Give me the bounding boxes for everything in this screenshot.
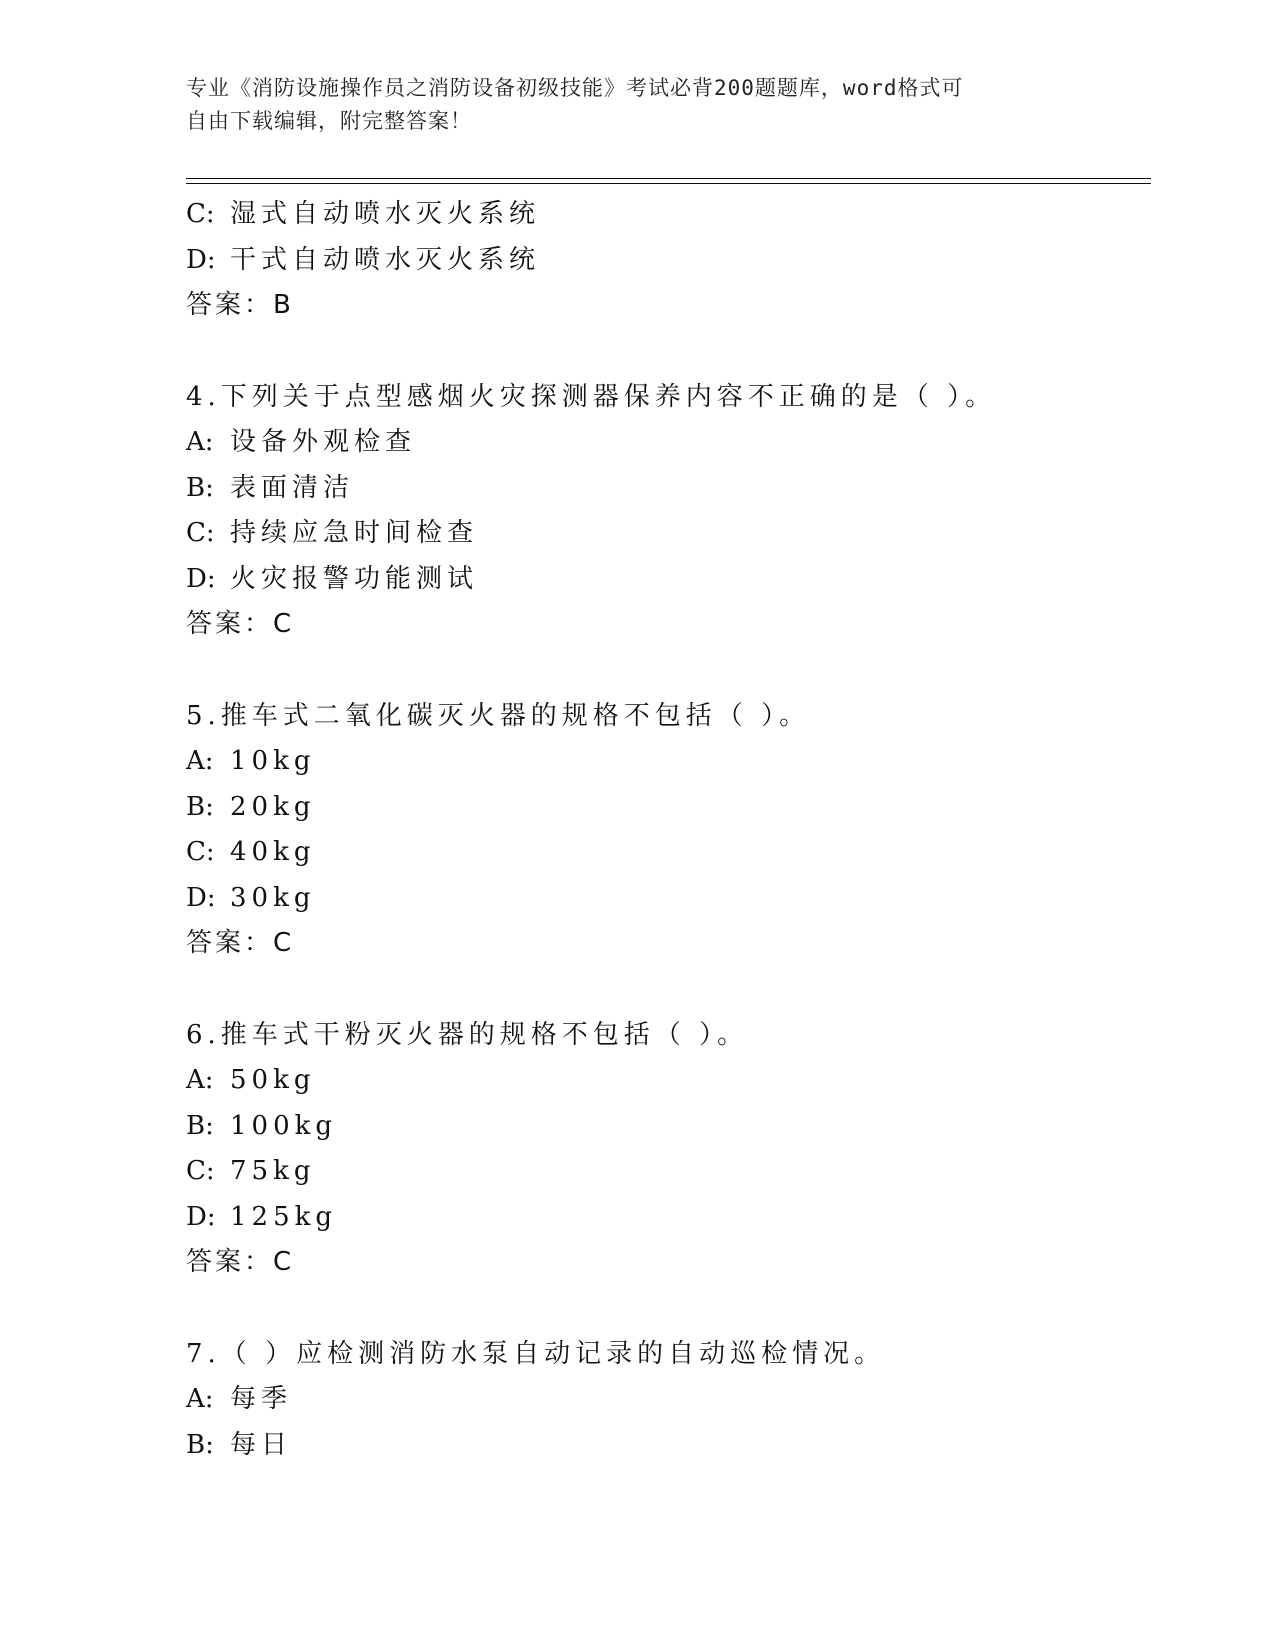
option-text: 50kg xyxy=(230,1065,316,1095)
option-text: 40kg xyxy=(230,837,316,867)
document-header xyxy=(186,72,1066,138)
option-letter: B: xyxy=(186,1429,214,1460)
option-letter: B: xyxy=(186,791,214,822)
option-text: 每日 xyxy=(230,1429,293,1460)
answer-line: 答案：C xyxy=(186,609,295,639)
block-spacer xyxy=(186,1286,1146,1332)
option-text: 125kg xyxy=(230,1201,338,1232)
option-text: 火灾报警功能测试 xyxy=(230,563,479,594)
option-row xyxy=(186,1149,1146,1195)
option-row xyxy=(186,557,1146,603)
question-block xyxy=(186,192,1146,329)
question-list xyxy=(186,192,1146,1468)
option-text: 持续应急时间检查 xyxy=(230,518,479,548)
option-letter: A: xyxy=(186,1384,214,1414)
option-letter: A: xyxy=(186,746,214,776)
option-letter: B: xyxy=(186,472,214,503)
option-row xyxy=(186,830,1146,876)
option-row xyxy=(186,1058,1146,1104)
header-rule-top xyxy=(186,178,1151,179)
header-line-2: 自由下载编辑，附完整答案！ xyxy=(186,109,472,133)
option-row xyxy=(186,1104,1146,1150)
option-letter: D: xyxy=(186,882,216,913)
option-text: 10kg xyxy=(230,746,316,776)
option-row xyxy=(186,1195,1146,1241)
block-spacer xyxy=(186,648,1146,694)
option-row xyxy=(186,1423,1146,1469)
question-block xyxy=(186,1013,1146,1286)
option-letter: C: xyxy=(186,199,215,229)
option-row xyxy=(186,739,1146,785)
option-text: 100kg xyxy=(230,1110,338,1141)
option-letter: D: xyxy=(186,244,216,275)
option-row xyxy=(186,1377,1146,1423)
answer-line: 答案：C xyxy=(186,928,295,958)
option-text: 湿式自动喷水灭火系统 xyxy=(230,199,541,229)
option-letter: A: xyxy=(186,1065,214,1095)
option-row xyxy=(186,785,1146,831)
option-letter: D: xyxy=(186,1201,216,1232)
option-letter: C: xyxy=(186,837,215,867)
question-block xyxy=(186,694,1146,967)
option-text: 设备外观检查 xyxy=(230,427,417,457)
block-spacer xyxy=(186,329,1146,375)
option-text: 20kg xyxy=(230,791,316,822)
question-text: 6.推车式干粉灭火器的规格不包括（ ）。 xyxy=(186,1019,749,1050)
question-text: 4.下列关于点型感烟火灾探测器保养内容不正确的是（ ）。 xyxy=(186,381,997,412)
option-row xyxy=(186,238,1146,284)
option-text: 表面清洁 xyxy=(230,472,355,503)
option-row xyxy=(186,420,1146,466)
answer-line: 答案：C xyxy=(186,1247,295,1277)
option-text: 每季 xyxy=(230,1384,293,1414)
option-letter: C: xyxy=(186,1156,215,1186)
option-letter: B: xyxy=(186,1110,214,1141)
question-block xyxy=(186,1332,1146,1469)
option-text: 30kg xyxy=(230,882,316,913)
header-line-1: 专业《消防设施操作员之消防设备初级技能》考试必背200题题库，word格式可 xyxy=(186,76,964,100)
option-row xyxy=(186,192,1146,238)
answer-line: 答案：B xyxy=(186,290,294,320)
option-text: 干式自动喷水灭火系统 xyxy=(230,244,541,275)
option-letter: C: xyxy=(186,518,215,548)
option-letter: A: xyxy=(186,427,214,457)
option-letter: D: xyxy=(186,563,216,594)
header-rule-bottom xyxy=(186,183,1151,184)
question-text: 7.（ ）应检测消防水泵自动记录的自动巡检情况。 xyxy=(186,1338,886,1369)
question-text: 5.推车式二氧化碳灭火器的规格不包括（ ）。 xyxy=(186,700,811,731)
block-spacer xyxy=(186,967,1146,1013)
option-text: 75kg xyxy=(230,1156,316,1186)
option-row xyxy=(186,876,1146,922)
option-row xyxy=(186,466,1146,512)
option-row xyxy=(186,511,1146,557)
question-block xyxy=(186,375,1146,648)
